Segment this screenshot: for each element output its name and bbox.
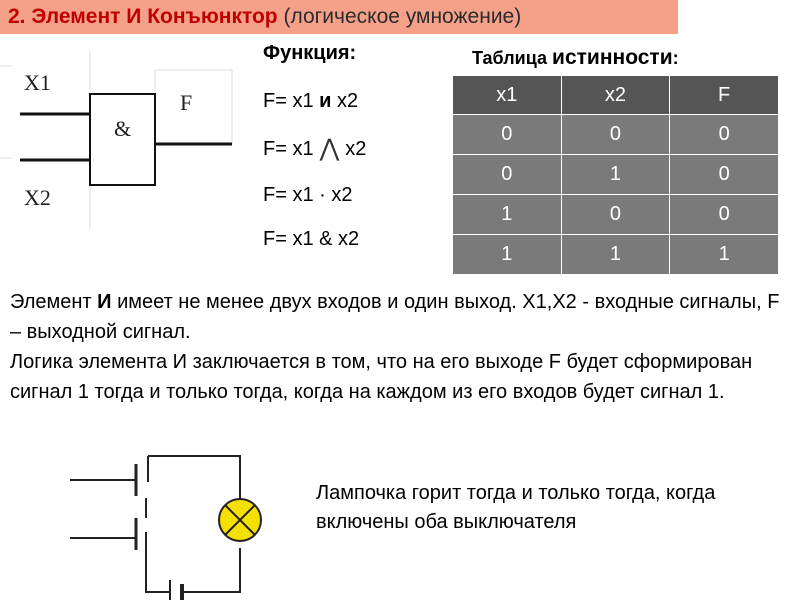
table-header-row [453,76,779,115]
title-number: 2. [8,5,26,28]
table-cell: 0 [670,195,779,235]
table-header-cell: x1 [453,76,562,115]
description-logic: Логика элемента И заключается в том, что на его выходе F будет сформирован сигнал 1 тогда и только тогда, когда на каждом из его входов будет сигнал 1. [10,351,753,403]
description-bold-and: И [97,291,112,313]
table-cell: 0 [453,155,562,195]
truth-table-title: Таблица истинности: [472,46,679,69]
gate-symbol: & [114,116,132,141]
table-header-cell: F [670,76,779,115]
table-row [453,155,779,195]
table-cell: 1 [453,195,562,235]
table-row [453,115,779,155]
function-line-and: F= x1 и x2 [263,90,359,112]
function-heading: Функция: [263,42,357,64]
table-cell: 0 [670,155,779,195]
function-line-wedge: F= x1 ⋀ x2 [263,134,367,162]
slide-title [0,0,678,34]
table-header-cell: x2 [561,76,670,115]
table-row [453,235,779,275]
gate-input1-label: X1 [24,70,51,95]
lamp-circuit-diagram [60,448,285,600]
wedge-symbol: ⋀ [319,134,340,162]
table-cell: 1 [670,235,779,275]
table-cell: 0 [561,195,670,235]
and-gate-diagram [0,50,250,235]
table-cell: 0 [670,115,779,155]
table-cell: 1 [453,235,562,275]
function-line-dot: F= x1 · x2 [263,184,353,206]
function-line-ampersand: F= x1 & x2 [263,228,360,250]
lamp-caption: Лампочка горит тогда и только тогда, когда включены оба выключателя [316,482,716,533]
title-main: Элемент И Конъюнктор [31,5,278,28]
truth-table [452,75,779,275]
gate-input2-label: X2 [24,185,51,210]
table-cell: 0 [561,115,670,155]
table-row [453,195,779,235]
table-cell: 1 [561,155,670,195]
gate-output-label: F [180,90,193,115]
right-wire [182,548,240,592]
table-cell: 0 [453,115,562,155]
table-cell: 1 [561,235,670,275]
bottom-left-wire [146,532,170,592]
description-text: Элемент И имеет не менее двух входов и один выход. X1,X2 - входные сигналы, F – выходной сигнал. Логика элемента И заключается в том, что на его выходе F будет сформирован сигнал 1 тогда и только тогда, когда на каждом из его входов будет сигнал 1. [10,291,780,403]
title-sub: (логическое умножение) [283,5,522,28]
